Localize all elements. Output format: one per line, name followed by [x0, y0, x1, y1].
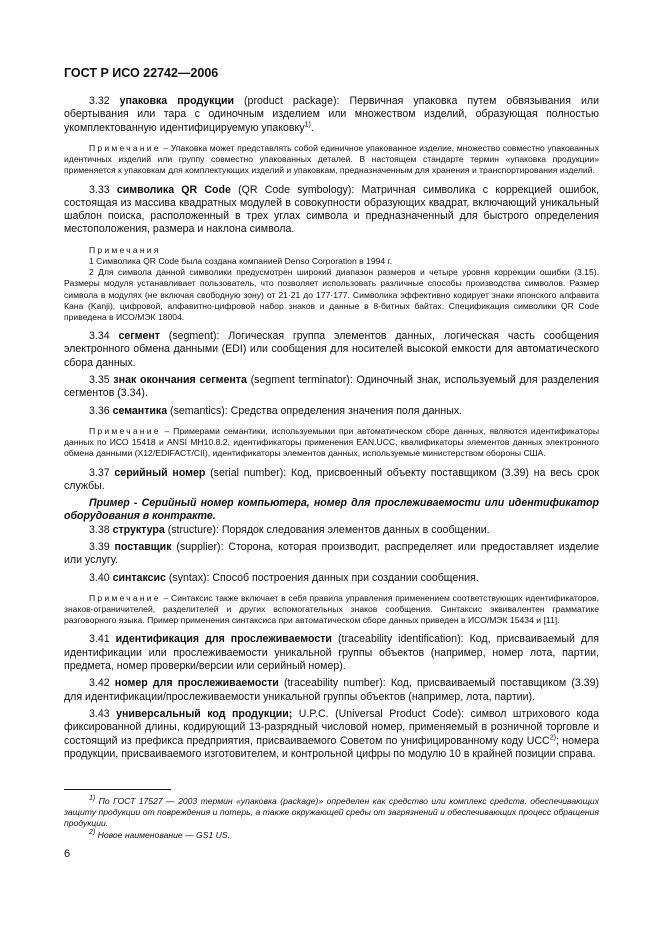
note-3-40: [64, 593, 599, 627]
note-label: Примечание: [89, 142, 161, 153]
term-3-37: [64, 467, 599, 494]
note-text: – Упаковка может представлять собой единичное упакованное изделие, множество совместно упакованных идентичных изделий или группу совместно упакованных деталей. В настоящем стандарте термин «упаковка продукции» применяется к упаковкам для комплектующих изделий и упаковкам, предназначенным для хранения и транспортирования изделий.: [64, 142, 599, 176]
term-definition: (supplier): Сторона, которая производит, распределяет или предоставляет изделие или услугу.: [64, 540, 599, 567]
term-number: 3.42: [89, 677, 115, 690]
term-title: синтаксис: [112, 571, 166, 584]
footnote-text: Новое наименование — GS1 US.: [95, 829, 230, 840]
term-definition: (product package): Первичная упаковка путем обвязывания или обертывания или тара с одиночным изделием или множеством изделий, образующая полностью укомплектованную идентифицируемую упаковку: [64, 95, 599, 134]
term-definition: (serial number): Код, присвоенный объекту поставщиком (3.39) на весь срок службы.: [64, 466, 599, 492]
term-3-39: [64, 541, 599, 568]
term-number: 3.35: [89, 374, 114, 386]
term-3-38: [64, 524, 599, 537]
term-number: 3.41: [89, 633, 116, 646]
term-definition-end: ; номера продукции, присваиваемого изготовителем, и контрольной цифры по модулю 10 в крайней позиции справа.: [64, 734, 600, 760]
term-definition: (segment terminator): Одиночный знак, используемый для разделения сегментов (3.34).: [64, 374, 599, 400]
term-3-35: [64, 374, 599, 401]
term-3-33: [64, 184, 599, 237]
term-definition: (syntax): Способ построения данных при создании сообщения.: [165, 571, 479, 584]
note-text: – Синтаксис также включает в себя правила управления применением соответствующих идентификаторов, знаков-ограничителей, разделителей и других вспомогательных знаков сообщения. Синтаксис эквивалентен грамматике разговорного языка. Пример применения синтаксиса при автоматическом сборе данных приведен в ИСО/МЭК 15434 и [11].: [64, 592, 599, 626]
note-label: Примечание: [89, 592, 161, 603]
term-definition: (QR Code symbology): Матричная символика с коррекцией ошибок, состоящая из массива квадратных модулей в совокупности образующих квадрат, включающий уникальный шаблон поиска, расположенный в трех углах символа и предназначенный для быстрого определения местоположения, размера и наклона символа.: [64, 183, 600, 236]
note-3-33-item-1: 1 Символика QR Code была создана компанией Denso Corporation в 1994 г.: [89, 255, 393, 266]
term-3-41: [64, 633, 599, 673]
example-3-37: Пример - Серийный номер компьютера, номер для прослеживаемости или идентификатор оборудования в контракте.: [64, 497, 599, 523]
term-title: универсальный код продукции;: [116, 707, 293, 720]
footnotes: [64, 796, 599, 841]
term-3-36: [64, 405, 599, 418]
note-3-33-item-2: 2 Для символа данной символики предусмотрен широкий диапазон размеров и четыре уровня коррекции ошибки (3.15). Размеры модуля устанавливает пользователь, что позволяет использовать различные способы производства символов. Размер символа в модулях (не включая свободную зону) от 21·21 до 177·177. Символика эффективно кодирует знаки японского алфавита Кана (Kanji), цифровой, алфавитно-цифровой набор знаков и данные в 8-битных байтах. Спецификация символики QR Code приведена в ИСО/МЭК 18004.: [64, 267, 599, 322]
term-definition: (traceability identification): Код, присваиваемый для идентификации или прослеживаемости уникальной группы объектов (например, номер лота, партии, предмета, номер проверки/версии или серийный номер).: [64, 633, 600, 673]
term-title: упаковка продукции: [119, 95, 234, 107]
footnote-mark: 2): [89, 828, 96, 836]
term-definition: (segment): Логическая группа элементов данных, логическая часть сообщения электронного обмена данными (EDI) или сообщения для носителей высокой емкости для автоматического сбора данных.: [64, 330, 599, 369]
term-title: семантика: [112, 404, 168, 417]
term-3-43: [64, 708, 599, 761]
term-definition: (traceability number): Код, присваиваемый поставщиком (3.39) для идентификации/прослеживаемости уникальной группы объектов (например, лота, партии).: [64, 677, 599, 703]
notes-3-33-label: [64, 245, 599, 256]
document-body: [64, 95, 599, 761]
term-title: номер для прослеживаемости: [114, 677, 279, 690]
footnote-text: По ГОСТ 17527 — 2003 термин «упаковка (package)» определен как средство или комплекс средств, обеспечивающих защиту продукции от повреждения и потерь, а также окружающей среды от загрязнений и обеспечивающих процесс обращения продукции.: [64, 796, 599, 829]
note-text: – Примерами семантики, используемыми при автоматическом сборе данных, являются идентификаторы данных по ИСО 15418 и ANSI MH10.8.2, идентификаторы применения EAN.UCC, квалификаторы элементов данных электронного обмена данными (X12/EDIFACT/CII), идентификаторы элементов данных, используемые министерством обороны США.: [64, 425, 599, 459]
term-3-40: [64, 572, 599, 585]
term-number: 3.39: [89, 540, 115, 553]
term-number: 3.38: [89, 523, 113, 536]
term-definition: (semantics): Средства определения значения поля данных.: [167, 404, 463, 417]
footnote-ref[interactable]: 1): [304, 121, 311, 129]
term-definition: U.P.C. (Universal Product Code): символ штрихового кода фиксированной длины, кодирующий 13-разрядный числовой номер, применяемый в розничной торговле и состоящий из префикса предприятия, присваиваемого Советом по унифицированному коду UCC: [64, 707, 599, 747]
page-number: 6: [64, 848, 71, 860]
note-label: Примечание: [89, 425, 161, 436]
term-number: 3.43: [89, 707, 117, 720]
footnote-ref[interactable]: 2): [549, 734, 556, 742]
term-title: символика QR Code: [116, 183, 231, 196]
term-end: .: [310, 121, 314, 134]
note-3-36: [64, 426, 599, 460]
term-number: 3.33: [89, 183, 117, 196]
term-number: 3.40: [89, 571, 113, 584]
term-definition: (structure): Порядок следования элементов данных в сообщении.: [164, 523, 490, 536]
term-title: сегмент: [118, 330, 160, 343]
term-title: серийный номер: [114, 466, 206, 479]
term-3-42: [64, 677, 599, 704]
footnote-1: [64, 796, 599, 830]
term-number: 3.36: [89, 404, 113, 417]
term-title: поставщик: [114, 540, 172, 553]
footnote-separator: [64, 789, 171, 790]
footnote-2: [64, 830, 599, 841]
term-3-34: [64, 330, 599, 370]
document-header: ГОСТ Р ИСО 22742—2006: [64, 66, 219, 80]
term-title: знак окончания сегмента: [113, 374, 247, 386]
note-3-32: [64, 143, 599, 177]
term-3-32: [64, 95, 599, 135]
term-title: идентификация для прослеживаемости: [115, 633, 332, 646]
term-number: 3.37: [89, 466, 115, 479]
term-number: 3.32: [89, 95, 120, 107]
notes-label: Примечания: [89, 244, 161, 255]
footnote-mark: 1): [89, 795, 96, 803]
term-title: структура: [112, 523, 165, 536]
term-number: 3.34: [89, 330, 119, 343]
